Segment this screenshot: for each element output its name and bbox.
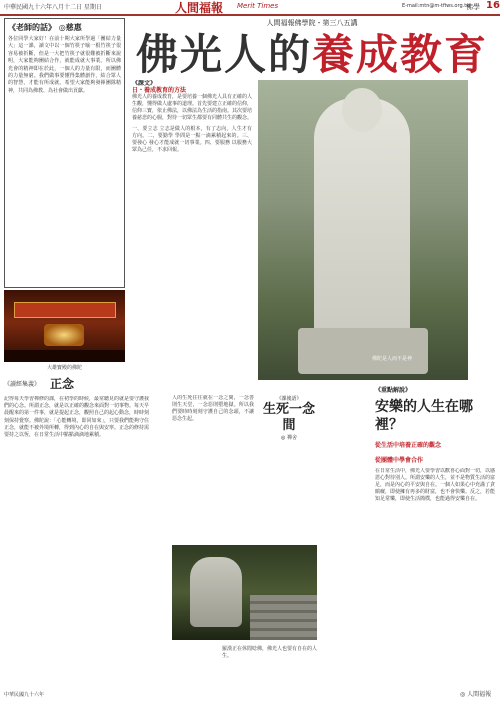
contact-email[interactable]: E-mail:mtn@m-tfiws.org.tw	[402, 3, 471, 9]
temple-hall-caption: 大雄寶殿的佛陀	[46, 365, 82, 371]
hall-floor	[4, 350, 125, 362]
statue-head	[342, 88, 382, 132]
lesson-subhead: 日・養成教育的方法	[132, 87, 187, 94]
teacher-message-body: 各位同學大家好！在前十期大家所學過「團結力量大」這一課，讀文中以一個竹筷子喻一根竹筷子很容易被折斷，但是一大把竹筷子就很難被折斷來說明，大家能夠團結合作，就能成就大事業。所以佛光會的精神即在於此，一個人的力量有限，而團體的力量無窮。我們做事要懂得集體創作，結合眾人的智慧，才能有所成就。希望大家能夠發揮團隊精神，共同為佛教、為社會做出貢獻。	[8, 36, 121, 94]
arhat-statue-photo	[172, 545, 317, 640]
key-points-title: 安樂的人生在哪裡？	[375, 399, 473, 433]
newspaper-header	[0, 0, 500, 16]
reading-title: 正念	[50, 377, 75, 391]
feature-header	[128, 18, 496, 78]
lesson-text-column	[132, 80, 252, 380]
issue-date: 中華民國九十六年八月十二日 星期日	[4, 4, 102, 11]
after-class-title: 生死一念間	[262, 402, 315, 433]
teacher-message-box	[4, 18, 125, 288]
reading-header	[4, 375, 149, 392]
lesson-body-2: 一、要立志 立志是做人的根本，有了志向，人生才有方向。二、要勤學 學問是一點一滴累積起來的。三、要發心 發心才能成就一切事業。四、要服務 以服務大眾為己任，不求回報。	[132, 126, 252, 153]
after-class-body: 人的生死往往就在一念之間，一念善則生天堂，一念惡則墮地獄。所以我們要時時刻刻守護自己的念頭，不讓惡念生起。	[172, 395, 254, 422]
page-title-part2: 養成教育	[312, 30, 489, 79]
key-points-section	[375, 385, 495, 668]
stone-steps	[250, 595, 317, 640]
key-points-subhead-1: 從生活中培養正確的觀念	[375, 442, 442, 449]
lesson-tag: 《課文》	[132, 80, 157, 87]
key-points-subhead-2: 從團體中學會合作	[375, 457, 424, 464]
section-name: 佛學	[466, 3, 480, 11]
teacher-message-title: 《老師的話》 ◎慈惠	[8, 22, 82, 32]
lesson-body-1: 佛光人的養成教育，是要培養一個佛光人具有正確的人生觀，懂得做人處事的道理。首先要建立正確的信仰，信仰三寶，依止佛法，以佛法為生活的指南。其次要培養慈悲的心腸，對待一切眾生都要有同體共生的觀念。	[132, 94, 252, 121]
reading-article	[4, 375, 149, 696]
altar-light	[44, 324, 84, 346]
after-class-byline: ◎ 禪舍	[281, 435, 297, 441]
page-title-part1: 佛光人的	[135, 30, 312, 79]
key-points-tag: 《重點解說》	[375, 387, 412, 394]
after-class-column-name: 《課後語》	[276, 396, 302, 402]
hall-banner	[14, 302, 116, 318]
lecture-series: 人間福報佛學院・第三八五講	[266, 19, 358, 27]
arhat-figure	[190, 557, 242, 627]
newspaper-english-name: Merit Times	[237, 2, 279, 10]
newspaper-logo: 人間福報	[175, 1, 224, 15]
statue-caption: 佛陀是人而不是神	[372, 356, 413, 362]
statue-base	[298, 328, 428, 374]
footer-left: 中華民國九十六年	[4, 692, 45, 698]
footer-right: ◎ 人間福報	[460, 691, 492, 698]
reading-column-name: 《讀經集義》	[4, 381, 41, 388]
reading-body: 記得每天學習禪修的課，在初學的時候，最常聽見的就是要守護我們的心念。所謂正念，就是以正確的觀念來面對一切事物。每天早晨醒來的第一件事，就是提起正念，觀照自己的起心動念，時時刻刻保持覺察。佛陀說：「心能轉境，即同如來」，只要我們能夠守住正念，就能不被外境所轉，得到內心的自在與安寧。正念的修持需要持之以恆，在日常生活中點點滴滴地累積。	[4, 396, 149, 439]
after-class-section	[258, 395, 320, 441]
buddha-statue-photo	[258, 80, 468, 380]
statue-body	[314, 98, 410, 358]
page-number: 16	[486, 0, 500, 11]
temple-hall-photo	[4, 290, 125, 362]
key-points-body: 在日常生活中，佛光人要學習以歡喜心面對一切，以感恩心對待別人。所謂安樂的人生，並不是物質生活的富足，而是內心的平安與自在。一個人如果心中充滿了貪瞋癡，即使擁有再多的財富，也不會快樂。反之，若能知足常樂，即使生活簡樸，也能過得安樂自在。	[375, 468, 495, 502]
arhat-photo-caption: 羅漢正在休閒唸佛，佛光人也要有自在的人生。	[222, 646, 318, 659]
page-title	[128, 32, 496, 78]
left-column	[4, 18, 125, 371]
